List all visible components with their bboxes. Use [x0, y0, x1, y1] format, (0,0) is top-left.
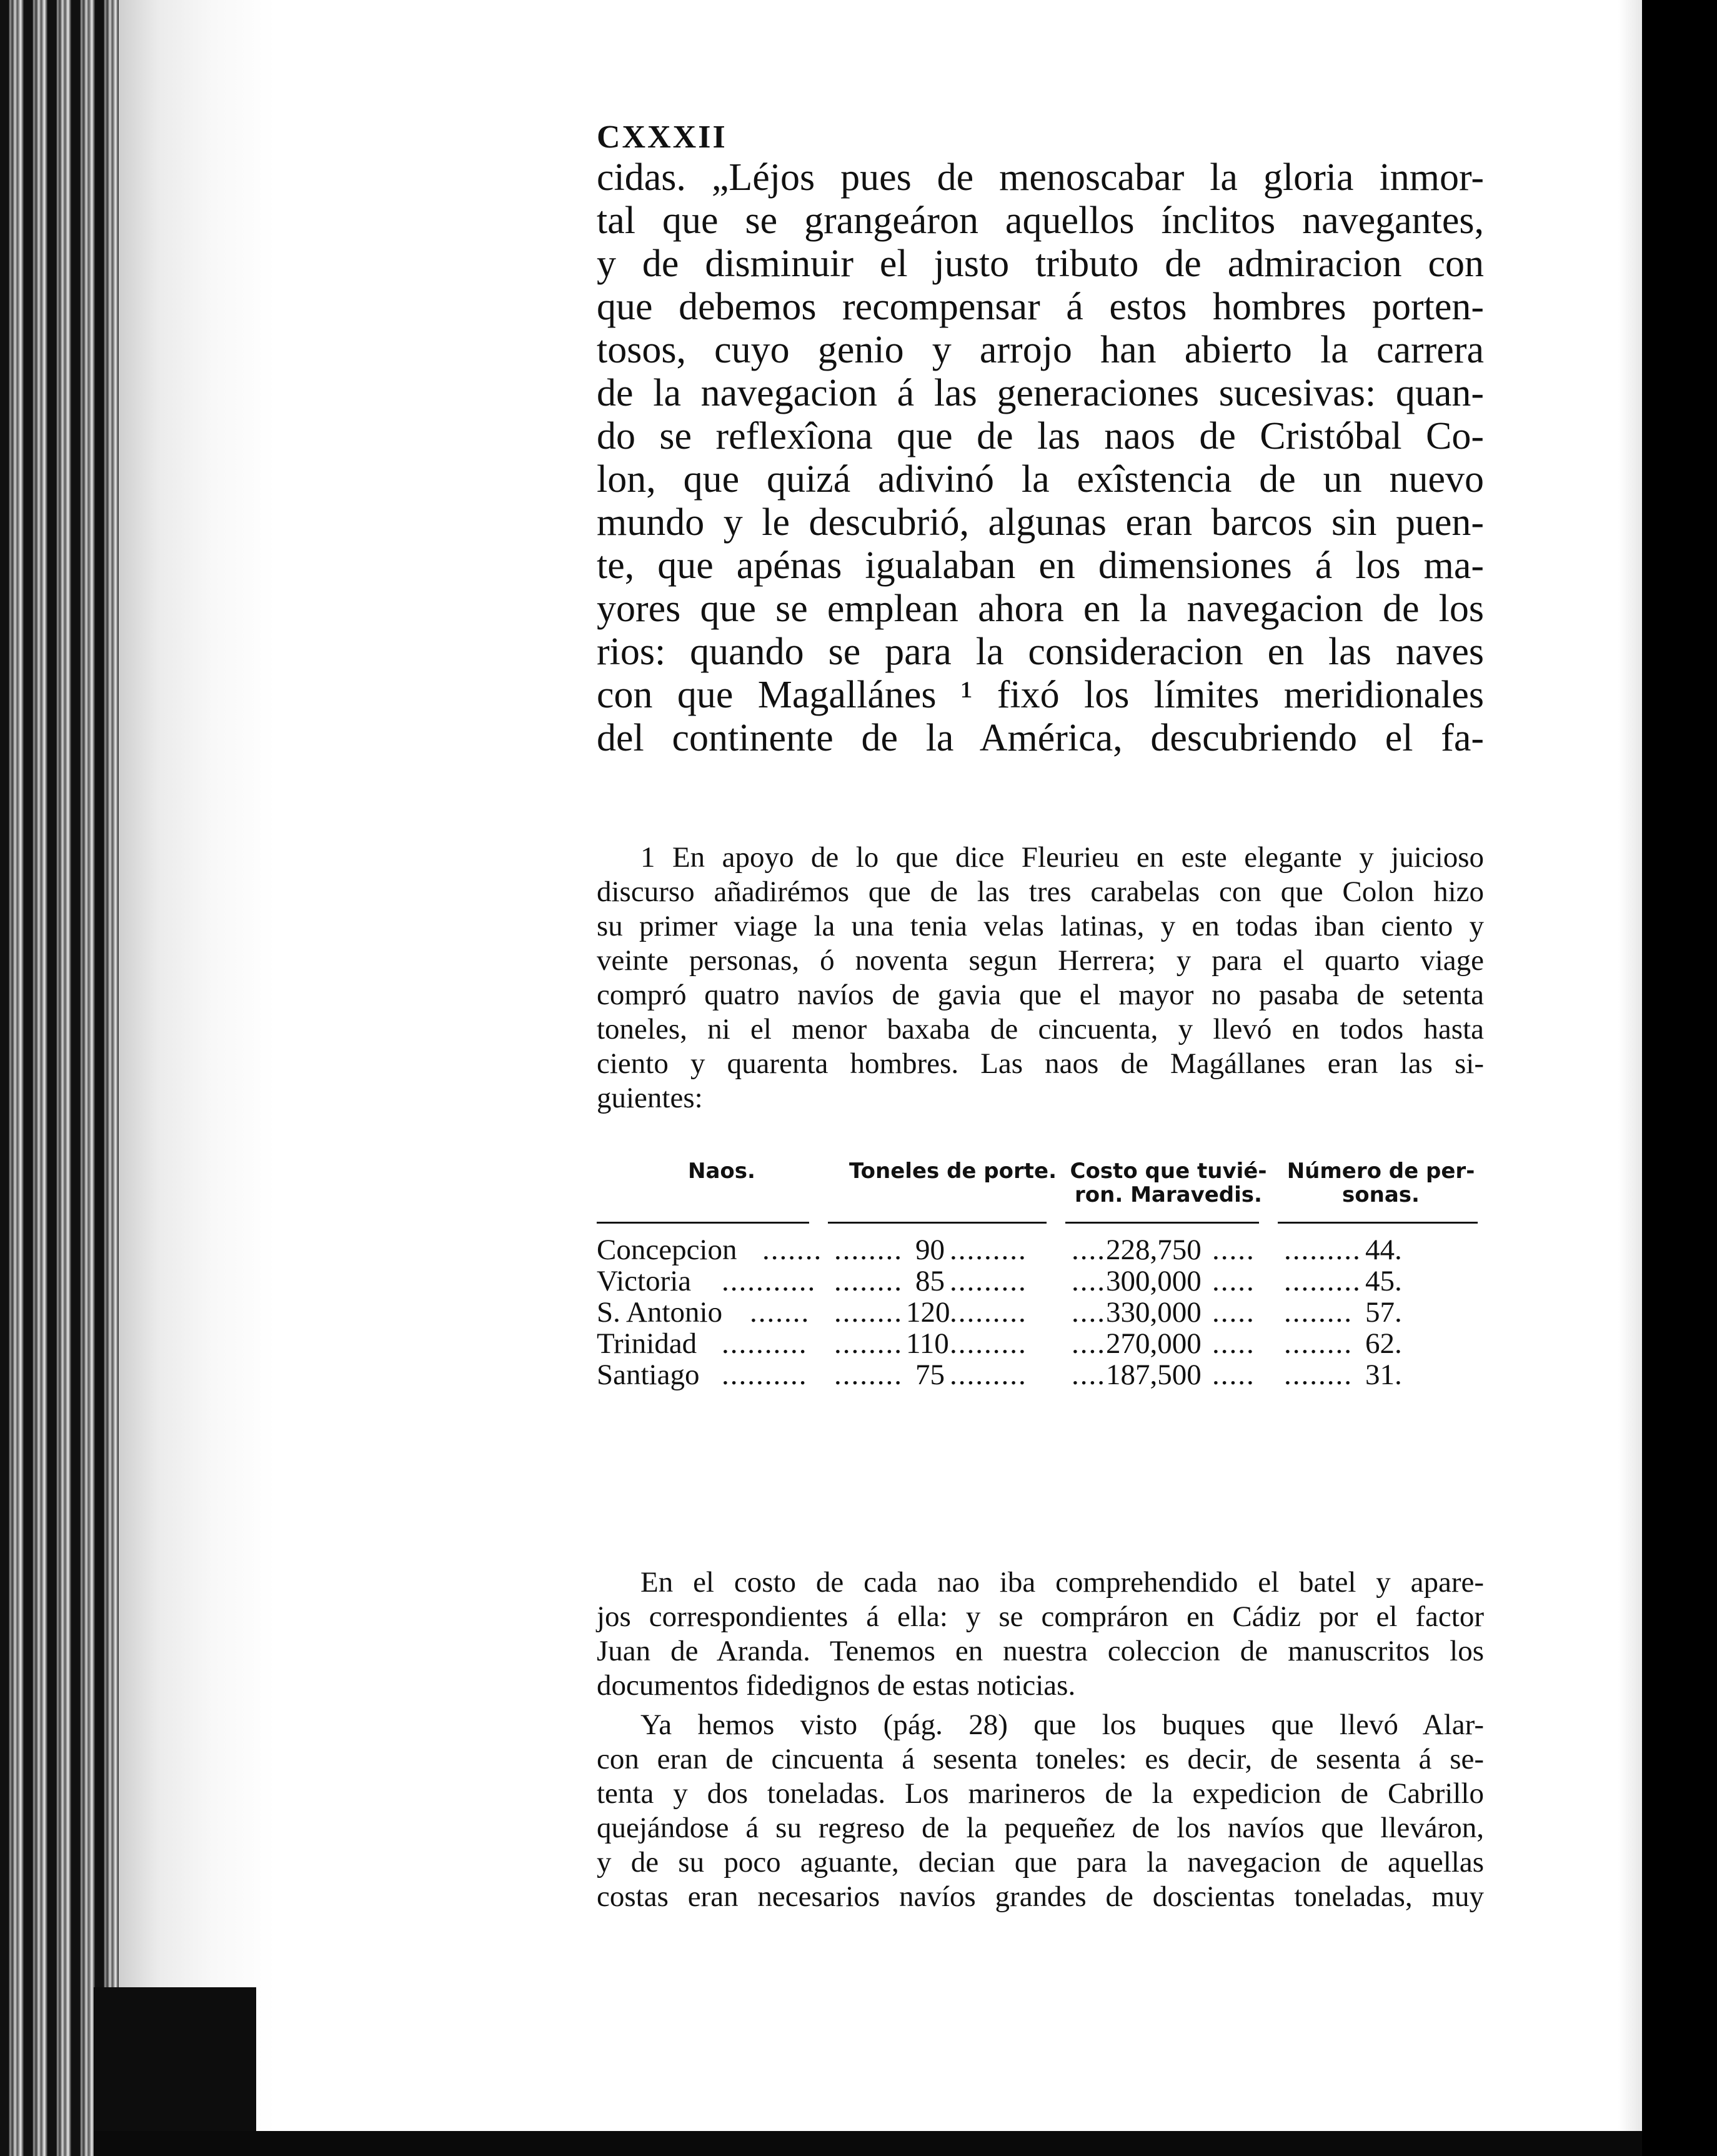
text-line: de la navegacion á las generaciones sucesivas: quan-: [597, 372, 1484, 414]
page-edge-right: [1618, 0, 1642, 2156]
table-row: Victoria ........... ........ 85 ......... .... 300,000 ..... ......... 45.: [597, 1265, 1402, 1297]
header-rule: [597, 1222, 809, 1224]
header-toneles: Toneles de porte.: [849, 1159, 1057, 1184]
personas-value: 45.: [1365, 1265, 1402, 1297]
table-row: Trinidad .......... ........ 110 ......... .... 270,000 ..... ........ 62.: [597, 1327, 1402, 1360]
folio-number: CXXXII: [597, 119, 727, 155]
toneles-value: 120: [906, 1296, 950, 1329]
note-line: En el costo de cada nao iba comprehendido el batel y aparе-: [640, 1566, 1484, 1599]
note-line: y de su poco aguante, decian que para la navegacion de aquellas: [597, 1846, 1484, 1879]
costo-value: 187,500: [1106, 1359, 1202, 1391]
text-line: con que Magallánes ¹ fixó los límites meridionales: [597, 674, 1484, 716]
personas-value: 44.: [1365, 1234, 1402, 1266]
toneles-value: 110: [906, 1327, 949, 1360]
footnote-line: guientes:: [597, 1082, 703, 1114]
header-naos: Naos.: [688, 1159, 755, 1184]
ship-name: Santiago: [597, 1359, 700, 1391]
toneles-value: 90: [915, 1234, 945, 1266]
header-personas: Número de per-sonas.: [1287, 1159, 1475, 1207]
text-line: tosos, cuyo genio y arrojo han abierto la carrera: [597, 329, 1484, 371]
header-costo: Costo que tuvié-ron. Maravedis.: [1070, 1159, 1267, 1207]
footnote-line: toneles, ni el menor baxaba de cincuenta, y llevó en todos hasta: [597, 1013, 1484, 1046]
costo-value: 228,750: [1106, 1234, 1202, 1266]
costo-value: 330,000: [1106, 1296, 1202, 1329]
text-line: do se reflexîona que de las naos de Cristóbal Co-: [597, 415, 1484, 457]
footnote-line: compró quatro navíos de gavia que el mayor no pasaba de setenta: [597, 979, 1484, 1011]
note-line: documentos fidedignos de estas noticias.: [597, 1669, 1076, 1702]
note-line: quejándose á su regreso de la pequeñez de los navíos que lleváron,: [597, 1812, 1484, 1844]
text-line: del continente de la América, descubriendo el fa-: [597, 717, 1484, 759]
header-rule: [828, 1222, 1047, 1224]
footnote-line: 1 En apoyo de lo que dice Fleurieu en este elegante y juicioso: [640, 841, 1484, 874]
table-row: Concepcion ....... ........ 90 ......... .... 228,750 ..... ......... 44.: [597, 1234, 1402, 1266]
continuation-text: [597, 1565, 1484, 1914]
text-line: mundo y le descubrió, algunas eran barcos sin puen-: [597, 501, 1484, 544]
table-row: Santiago .......... ........ 75 ......... .... 187,500 ..... ........ 31.: [597, 1359, 1402, 1391]
personas-value: 57.: [1365, 1296, 1402, 1329]
footnote-line: su primer viage la una tenia velas latinas, y en todas iban ciento y: [597, 910, 1484, 942]
text-line: rios: quando se para la consideracion en las naves: [597, 631, 1484, 673]
book-edge-left: [0, 0, 119, 2156]
ship-name: Trinidad: [597, 1327, 697, 1360]
ship-name: S. Antonio: [597, 1296, 723, 1329]
note-line: Ya hemos visto (pág. 28) que los buques que llevó Alar-: [640, 1709, 1484, 1741]
header-rule: [1065, 1222, 1259, 1224]
ships-table: [597, 1159, 1484, 1390]
footnote-line: ciento y quarenta hombres. Las naos de Magállanes eran las si-: [597, 1047, 1484, 1080]
scan-border-bottom: [94, 2131, 1642, 2156]
ship-name: Concepcion: [597, 1234, 737, 1266]
toneles-value: 85: [915, 1265, 945, 1297]
text-line: lon, que quizá adivinó la exîstencia de un nuevo: [597, 458, 1484, 501]
note-line: Juan de Aranda. Tenemos en nuestra coleccion de manuscritos los: [597, 1635, 1484, 1667]
ship-name: Victoria: [597, 1265, 692, 1297]
text-line: cidas. „Léjos pues de menoscabar la gloria inmor-: [597, 156, 1484, 199]
personas-value: 31.: [1365, 1359, 1402, 1391]
note-line: costas eran necesarios navíos grandes de doscientas toneladas, muy: [597, 1880, 1484, 1913]
footnote-line: discurso añadirémos que de las tres carabelas con que Colon hizo: [597, 876, 1484, 908]
text-line: y de disminuir el justo tributo de admiracion con: [597, 242, 1484, 285]
text-line: tal que se grangeáron aquellos ínclitos navegantes,: [597, 199, 1484, 242]
note-line: con eran de cincuenta á sesenta toneles: es decir, de sesenta á se-: [597, 1743, 1484, 1775]
table-row: S. Antonio ....... ........ 120 ......... .... 330,000 ..... ........ 57.: [597, 1296, 1402, 1329]
costo-value: 300,000: [1106, 1265, 1202, 1297]
text-line: te, que apénas igualaban en dimensiones á los ma-: [597, 544, 1484, 587]
scan-border-right: [1642, 0, 1717, 2156]
note-line: jos correspondientes á ella: y se compráron en Cádiz por el factor: [597, 1600, 1484, 1633]
text-line: yores que se emplean ahora en la navegacion de los: [597, 587, 1484, 630]
header-rule: [1278, 1222, 1478, 1224]
table-header: [597, 1159, 1484, 1234]
note-line: tenta y dos toneladas. Los marineros de la expedicion de Cabrillo: [597, 1777, 1484, 1810]
toneles-value: 75: [915, 1359, 945, 1391]
personas-value: 62.: [1365, 1327, 1402, 1360]
text-line: que debemos recompensar á estos hombres porten-: [597, 286, 1484, 328]
footnote: [597, 841, 1484, 1115]
footnote-line: veinte personas, ó noventa segun Herrera; y para el quarto viage: [597, 944, 1484, 977]
costo-value: 270,000: [1106, 1327, 1202, 1360]
page-shadow: [119, 0, 275, 2156]
main-text: [597, 156, 1484, 760]
